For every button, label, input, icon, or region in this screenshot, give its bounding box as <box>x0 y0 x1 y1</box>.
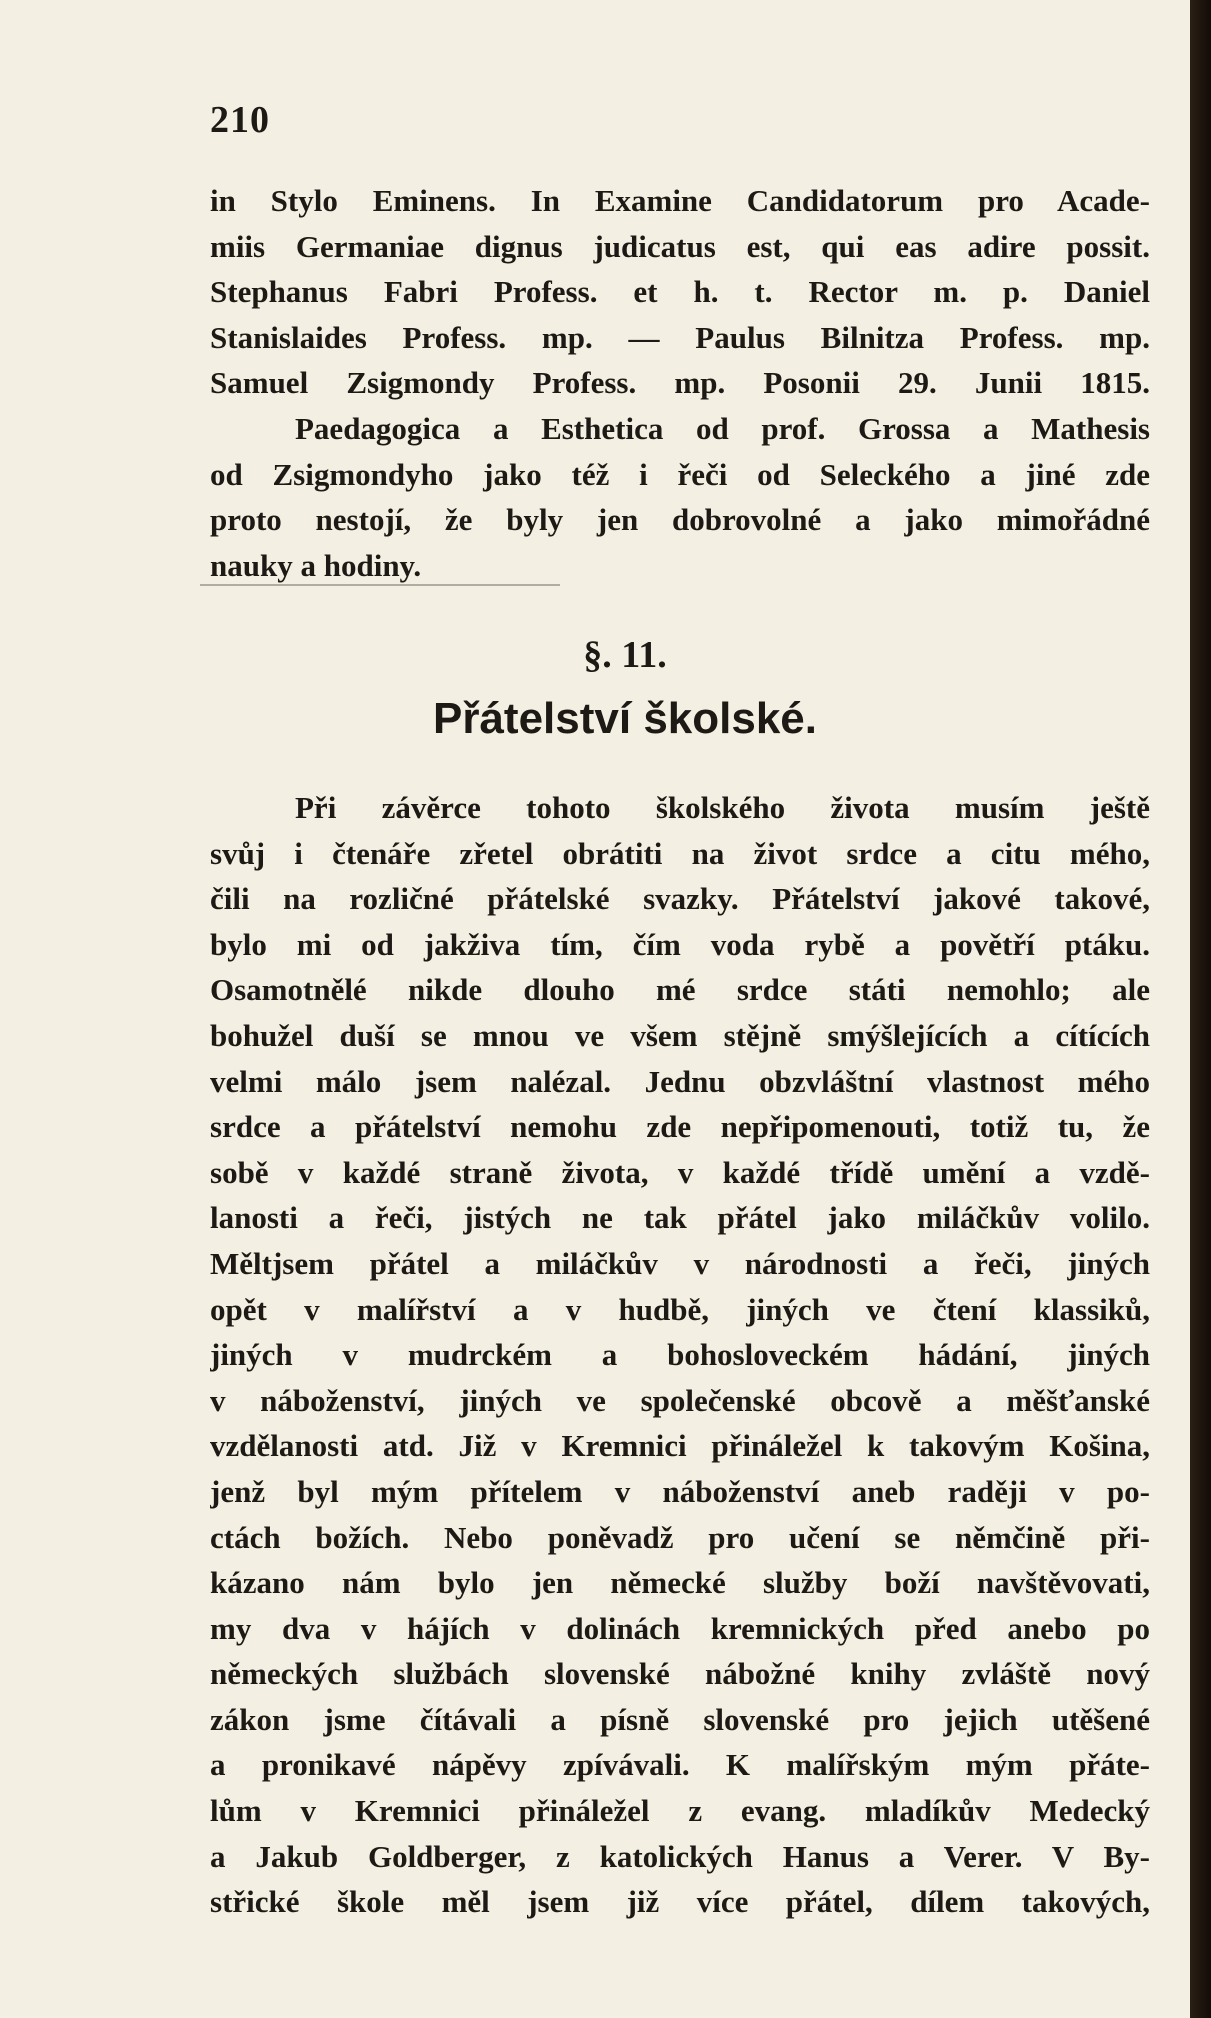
text-line: Měltjsem přátel a miláčkův v národnosti a řeči, jiných <box>210 1245 1150 1281</box>
book-binding-edge <box>1190 0 1211 2018</box>
text-line: proto nestojí, že byly jen dobrovolné a jako mimořádné <box>210 502 1150 538</box>
text-line: ctách božích. Nebo poněvadž pro učení se němčině při- <box>210 1519 1150 1555</box>
text-line: od Zsigmondyho jako též i řeči od Seleckého a jiné zde <box>210 456 1150 492</box>
text-line: jenž byl mým přítelem v náboženství aneb raději v po- <box>210 1473 1150 1509</box>
text-line: miis Germaniae dignus judicatus est, qui eas adire possit. <box>210 228 1150 264</box>
text-line: Samuel Zsigmondy Profess. mp. Posonii 29. Junii 1815. <box>210 365 1150 401</box>
text-line: my dva v hájích v dolinách kremnických před anebo po <box>210 1610 1150 1646</box>
text-line: střické škole měl jsem již více přátel, dílem takových, <box>210 1884 1150 1920</box>
text-line: kázano nám bylo jen německé služby boží navštěvovati, <box>210 1565 1150 1601</box>
body-text <box>210 785 1150 1925</box>
text-line: bohužel duší se mnou ve všem stějně smýšlejících a cítících <box>210 1017 1150 1053</box>
text-line: Při závěrce tohoto školského života musím ještě <box>295 790 1150 825</box>
page-number: 210 <box>210 99 270 141</box>
text-line: Stephanus Fabri Profess. et h. t. Rector m. p. Daniel <box>210 274 1150 310</box>
text-line: a pronikavé nápěvy zpívávali. K malířským mým přáte- <box>210 1747 1150 1783</box>
text-line: čili na rozličné přátelské svazky. Přátelství jakové takové, <box>210 881 1150 917</box>
text-line: vzdělanosti atd. Již v Kremnici přináležel k takovým Košina, <box>210 1428 1150 1464</box>
text-line: německých službách slovenské nábožné knihy zvláště nový <box>210 1656 1150 1692</box>
text-line: a Jakub Goldberger, z katolických Hanus a Verer. V By- <box>210 1838 1150 1874</box>
text-line: Stanislaides Profess. mp. — Paulus Bilnitza Profess. mp. <box>210 319 1150 355</box>
text-line: lům v Kremnici přináležel z evang. mladíkův Medecký <box>210 1793 1150 1829</box>
text-line: svůj i čtenáře zřetel obrátiti na život srdce a citu mého, <box>210 835 1150 871</box>
text-line: bylo mi od jakživa tím, čím voda rybě a povětří ptáku. <box>210 926 1150 962</box>
text-line: velmi málo jsem nalézal. Jednu obzvláštní vlastnost mého <box>210 1063 1150 1099</box>
text-line: Osamotnělé nikde dlouho mé srdce státi nemohlo; ale <box>210 972 1150 1008</box>
diploma-text <box>210 178 1150 588</box>
text-line: jiných v mudrckém a bohosloveckém hádání, jiných <box>210 1337 1150 1373</box>
text-line: v náboženství, jiných ve společenské obcově a měšťanské <box>210 1382 1150 1418</box>
section-number: §. 11. <box>583 634 667 676</box>
text-line: in Stylo Eminens. In Examine Candidatorum pro Acade- <box>210 183 1150 218</box>
ink-smudge <box>200 584 560 586</box>
text-line: Paedagogica a Esthetica od prof. Grossa a Mathesis <box>295 410 1150 446</box>
section-title: Přátelství školské. <box>432 694 817 743</box>
text-line: lanosti a řeči, jistých ne tak přátel jako miláčkův volilo. <box>210 1200 1150 1236</box>
text-line: zákon jsme čítávali a písně slovenské pro jejich utěšené <box>210 1701 1150 1737</box>
text-line: sobě v každé straně života, v každé třídě umění a vzdě- <box>210 1154 1150 1190</box>
text-line: opět v malířství a v hudbě, jiných ve čtení klassiků, <box>210 1291 1150 1327</box>
text-line: srdce a přátelství nemohu zde nepřipomenouti, totiž tu, že <box>210 1109 1150 1145</box>
text-line: nauky a hodiny. <box>210 547 422 583</box>
